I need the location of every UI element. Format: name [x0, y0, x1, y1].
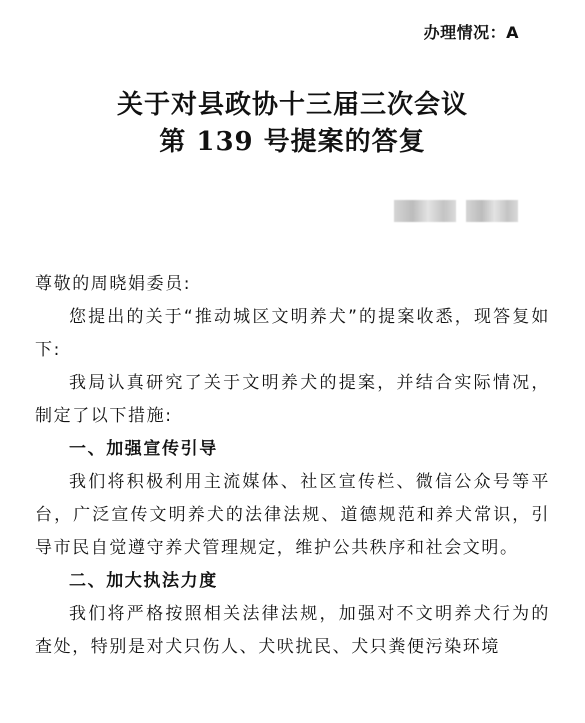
salutation: 尊敬的周晓娟委员: — [35, 274, 192, 294]
section-text-publicity: 我们将积极利用主流媒体、社区宣传栏、微信公众号等平台，广泛宣传文明养犬的法律法规、道德规范和养犬常识，引导市民自觉遵守养犬管理规定，维护公共秩序和社会文明。 — [35, 472, 550, 558]
redacted-block — [466, 200, 518, 222]
section-heading-enforcement: 二、加大执法力度 — [69, 571, 218, 591]
intro-paragraph: 您提出的关于“推动城区文明养犬”的提案收悉，现答复如下: — [35, 307, 550, 360]
section-text-enforcement: 我们将严格按照相关法律法规，加强对不文明养犬行为的查处，特别是对犬只伤人、犬吠扰民、犬只粪便污染环境 — [35, 604, 550, 657]
document-title-line2: 第 139 号提案的答复 — [159, 127, 426, 157]
redacted-block — [394, 200, 456, 222]
handling-status: 办理情况：A — [423, 23, 519, 42]
lead-paragraph: 我局认真研究了关于文明养犬的提案，并结合实际情况，制定了以下措施: — [35, 373, 550, 426]
document-body — [35, 268, 550, 664]
document-title-line1: 关于对县政协十三届三次会议 — [116, 90, 468, 120]
section-heading-publicity: 一、加强宣传引导 — [69, 439, 218, 459]
redacted-reference — [394, 200, 518, 222]
